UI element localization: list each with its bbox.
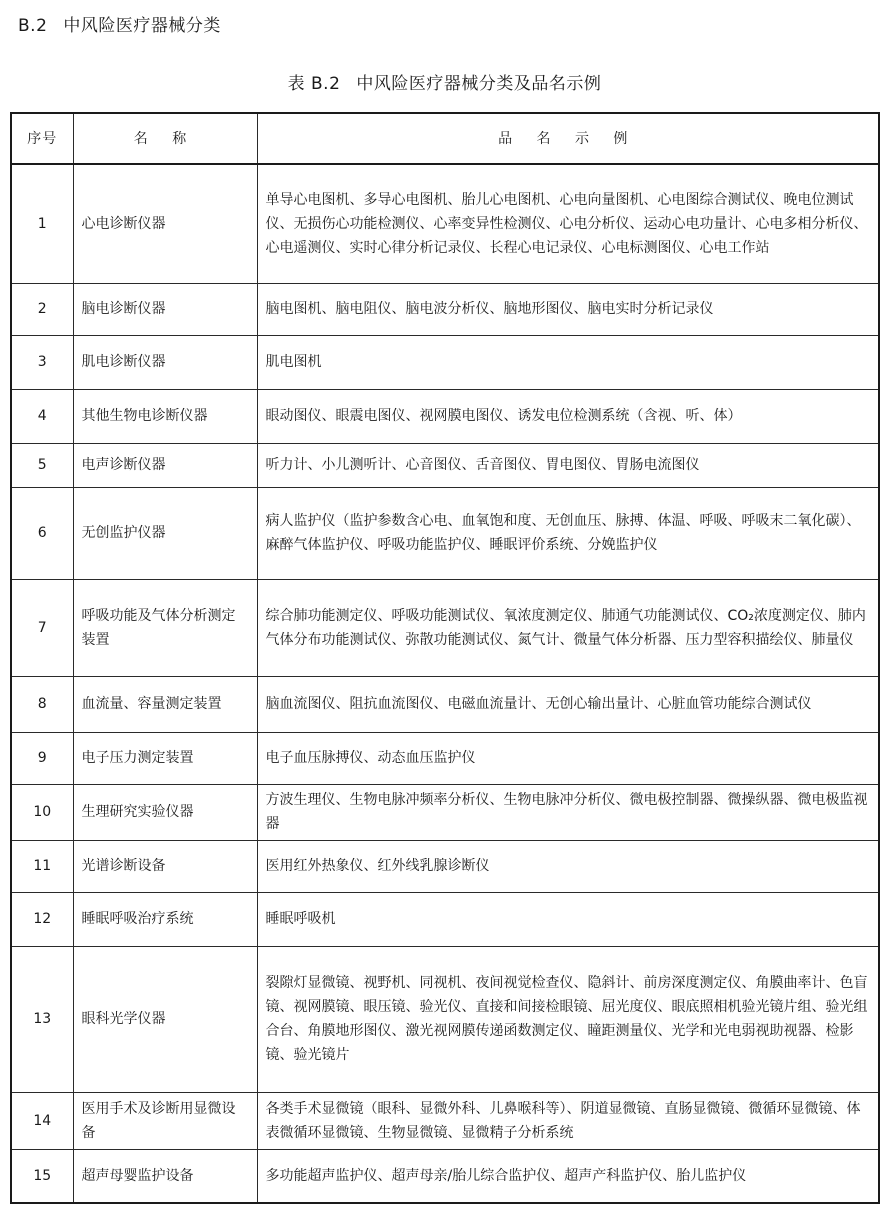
row-examples: 脑电图机、脑电阻仪、脑电波分析仪、脑地形图仪、脑电实时分析记录仪 (257, 283, 879, 335)
row-seq: 6 (11, 487, 73, 579)
table-header-row (11, 113, 879, 164)
row-seq: 2 (11, 283, 73, 335)
row-seq: 7 (11, 579, 73, 676)
row-seq: 3 (11, 335, 73, 389)
row-name: 眼科光学仪器 (73, 946, 257, 1092)
row-seq: 12 (11, 892, 73, 946)
table-row (11, 487, 879, 579)
row-seq: 11 (11, 840, 73, 892)
row-name: 肌电诊断仪器 (73, 335, 257, 389)
row-name: 医用手术及诊断用显微设备 (73, 1092, 257, 1149)
table-row (11, 443, 879, 487)
section-title: 中风险医疗器械分类 (63, 16, 221, 36)
row-name: 无创监护仪器 (73, 487, 257, 579)
row-seq: 5 (11, 443, 73, 487)
table-row (11, 1092, 879, 1149)
row-seq: 9 (11, 732, 73, 784)
row-examples: 肌电图机 (257, 335, 879, 389)
row-examples: 综合肺功能测定仪、呼吸功能测试仪、氧浓度测定仪、肺通气功能测试仪、CO₂浓度测定仪、肺内气体分布功能测试仪、弥散功能测试仪、氮气计、微量气体分析器、压力型容积描绘仪、肺量仪 (257, 579, 879, 676)
row-name: 心电诊断仪器 (73, 164, 257, 283)
row-seq: 8 (11, 676, 73, 732)
row-name: 超声母婴监护设备 (73, 1149, 257, 1203)
caption-number: B.2 (311, 74, 341, 94)
table-row (11, 1149, 879, 1203)
header-examples: 品 名 示 例 (257, 113, 879, 164)
row-seq: 1 (11, 164, 73, 283)
row-examples: 医用红外热象仪、红外线乳腺诊断仪 (257, 840, 879, 892)
table-row (11, 164, 879, 283)
table-row (11, 892, 879, 946)
table-row (11, 784, 879, 840)
row-seq: 10 (11, 784, 73, 840)
row-examples: 听力计、小儿测听计、心音图仪、舌音图仪、胃电图仪、胃肠电流图仪 (257, 443, 879, 487)
row-examples: 睡眠呼吸机 (257, 892, 879, 946)
row-name: 血流量、容量测定装置 (73, 676, 257, 732)
table-row (11, 946, 879, 1092)
table-caption (0, 72, 889, 96)
caption-prefix: 表 (287, 74, 306, 94)
row-seq: 4 (11, 389, 73, 443)
row-seq: 14 (11, 1092, 73, 1149)
row-seq: 15 (11, 1149, 73, 1203)
classification-table (10, 112, 880, 1204)
row-name: 电声诊断仪器 (73, 443, 257, 487)
row-examples: 方波生理仪、生物电脉冲频率分析仪、生物电脉冲分析仪、微电极控制器、微操纵器、微电极监视器 (257, 784, 879, 840)
row-name: 其他生物电诊断仪器 (73, 389, 257, 443)
row-name: 睡眠呼吸治疗系统 (73, 892, 257, 946)
table-row (11, 676, 879, 732)
table-row (11, 283, 879, 335)
section-number: B.2 (18, 16, 48, 36)
row-examples: 单导心电图机、多导心电图机、胎儿心电图机、心电向量图机、心电图综合测试仪、晚电位测试仪、无损伤心功能检测仪、心率变异性检测仪、心电分析仪、运动心电功量计、心电多相分析仪、心电遥测仪、实时心律分析记录仪、长程心电记录仪、心电标测图仪、心电工作站 (257, 164, 879, 283)
header-seq: 序号 (11, 113, 73, 164)
row-examples: 脑血流图仪、阻抗血流图仪、电磁血流量计、无创心输出量计、心脏血管功能综合测试仪 (257, 676, 879, 732)
row-examples: 多功能超声监护仪、超声母亲/胎儿综合监护仪、超声产科监护仪、胎儿监护仪 (257, 1149, 879, 1203)
row-name: 呼吸功能及气体分析测定装置 (73, 579, 257, 676)
row-name: 脑电诊断仪器 (73, 283, 257, 335)
table-row (11, 335, 879, 389)
table-row (11, 389, 879, 443)
table-row (11, 840, 879, 892)
row-examples: 裂隙灯显微镜、视野机、同视机、夜间视觉检查仪、隐斜计、前房深度测定仪、角膜曲率计、色盲镜、视网膜镜、眼压镜、验光仪、直接和间接检眼镜、屈光度仪、眼底照相机验光镜片组、验光组合台、角膜地形图仪、激光视网膜传递函数测定仪、瞳距测量仪、光学和光电弱视助视器、检影镜、验光镜片 (257, 946, 879, 1092)
table-row (11, 579, 879, 676)
row-examples: 病人监护仪（监护参数含心电、血氧饱和度、无创血压、脉搏、体温、呼吸、呼吸末二氧化碳）、麻醉气体监护仪、呼吸功能监护仪、睡眠评价系统、分娩监护仪 (257, 487, 879, 579)
row-name: 电子压力测定装置 (73, 732, 257, 784)
row-examples: 眼动图仪、眼震电图仪、视网膜电图仪、诱发电位检测系统（含视、听、体） (257, 389, 879, 443)
section-heading (18, 14, 221, 38)
row-name: 生理研究实验仪器 (73, 784, 257, 840)
row-name: 光谱诊断设备 (73, 840, 257, 892)
row-examples: 电子血压脉搏仪、动态血压监护仪 (257, 732, 879, 784)
table-body (11, 164, 879, 1203)
table-row (11, 732, 879, 784)
row-examples: 各类手术显微镜（眼科、显微外科、儿鼻喉科等）、阴道显微镜、直肠显微镜、微循环显微镜、体表微循环显微镜、生物显微镜、显微精子分析系统 (257, 1092, 879, 1149)
row-seq: 13 (11, 946, 73, 1092)
header-name: 名 称 (73, 113, 257, 164)
caption-title: 中风险医疗器械分类及品名示例 (356, 74, 602, 94)
